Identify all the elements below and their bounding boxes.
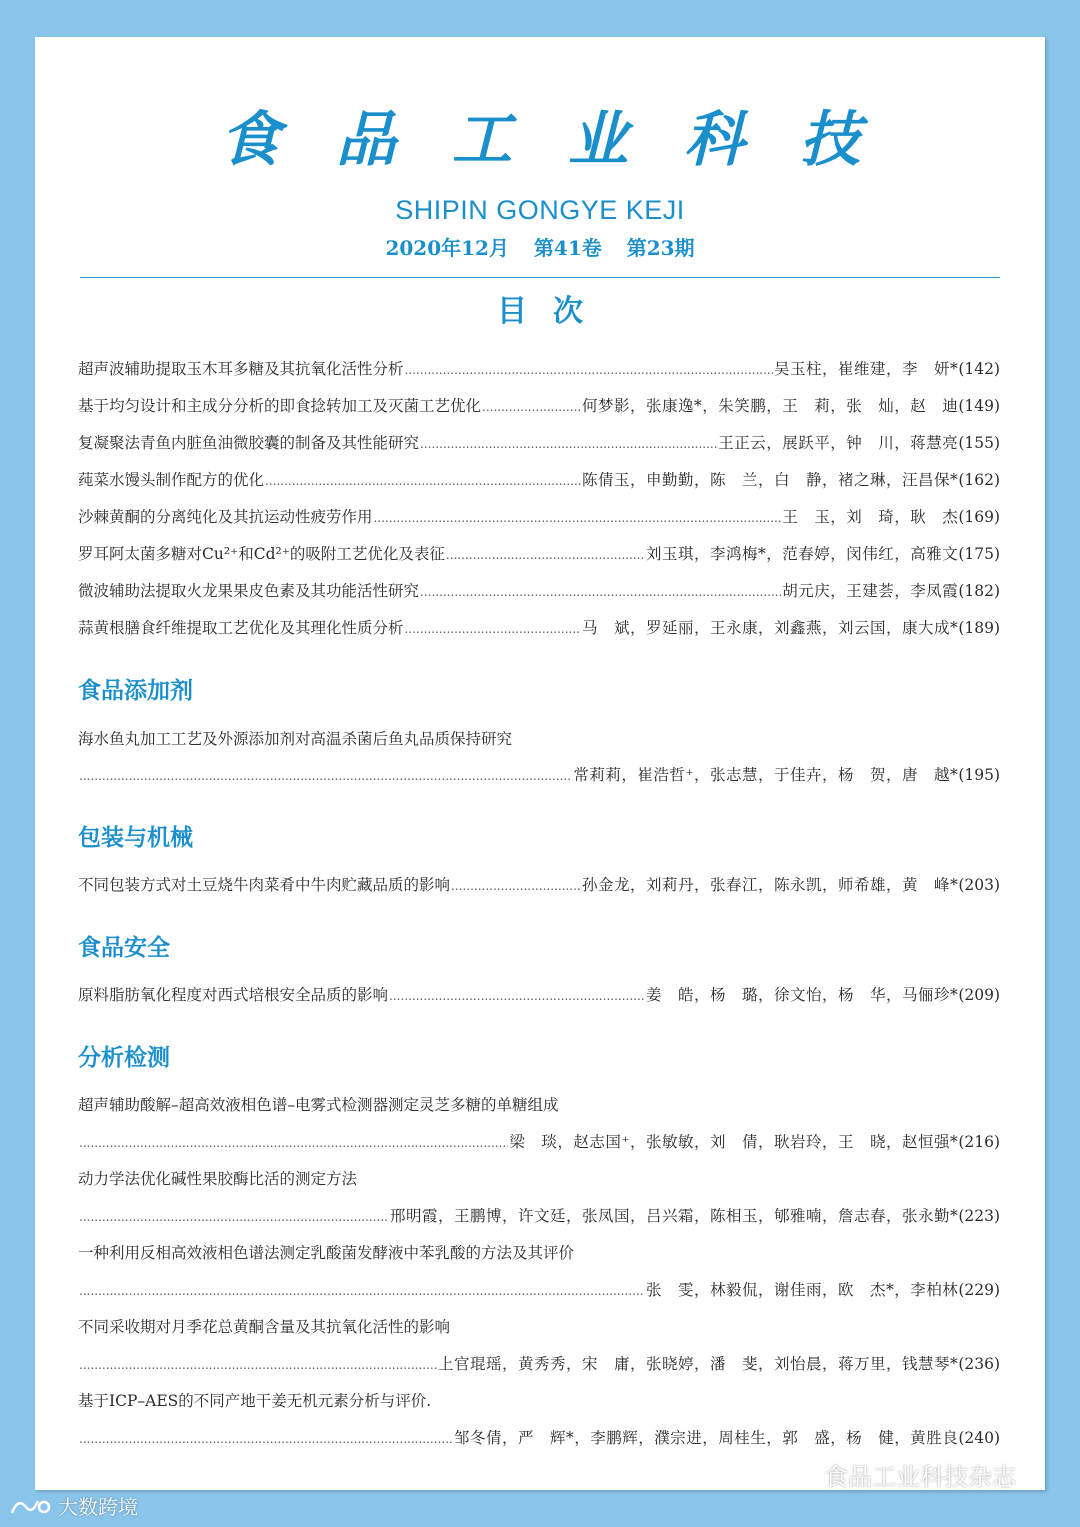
journal-title: 食品工业科技 [220, 105, 916, 175]
article-page: (189) [958, 619, 1000, 637]
toc-entry-authors-line[interactable] [78, 1130, 1000, 1155]
toc-entry[interactable] [78, 542, 1000, 567]
article-title[interactable]: 不同采收期对月季花总黄酮含量及其抗氧化活性的影响 [78, 1318, 451, 1336]
wechat-watermark [780, 1462, 1016, 1492]
leader-dots [79, 1279, 645, 1303]
toc-entry[interactable] [78, 616, 1000, 641]
toc-entry[interactable] [78, 394, 1000, 419]
leader-dots [79, 1353, 437, 1377]
toc-entry[interactable] [78, 579, 1000, 604]
article-authors: 常莉莉，崔浩哲⁺，张志慧，于佳卉，杨 贺，唐 越* [573, 766, 959, 784]
article-authors: 王 玉，刘 琦，耿 杰 [782, 508, 959, 526]
toc-entry[interactable] [78, 357, 1000, 382]
article-page: (223) [958, 1207, 1000, 1225]
article-authors: 上官琨瑶，黄秀秀，宋 庸，张晓婷，潘 斐，刘怡晨，蒋万里，钱慧琴* [438, 1355, 959, 1373]
section-heading-analysis: 分析检测 [78, 1045, 170, 1071]
article-page: (195) [958, 766, 1000, 784]
article-title: 罗耳阿太菌多糖对Cu²⁺和Cd²⁺的吸附工艺优化及表征 [78, 545, 445, 563]
toc-entry-authors-line[interactable] [78, 1426, 1000, 1451]
article-page: (142) [958, 360, 1000, 378]
leader-dots [405, 358, 774, 382]
article-authors: 吴玉柱，崔维建，李 妍* [774, 360, 959, 378]
leader-dots [79, 1205, 389, 1229]
wechat-account-name: 食品工业科技杂志 [824, 1463, 1016, 1491]
brand-name: 大数跨境 [58, 1495, 138, 1519]
article-title: 蒜黄根膳食纤维提取工艺优化及其理化性质分析 [78, 619, 404, 637]
article-authors: 马 斌，罗延丽，王永康，刘鑫燕，刘云国，康大成* [582, 619, 959, 637]
toc-entry[interactable] [78, 468, 1000, 493]
article-authors: 刘玉琪，李鸿梅*，范春婷，闵伟红，高雅文 [646, 545, 959, 563]
leader-dots [79, 1427, 453, 1451]
header-divider [80, 277, 1000, 278]
article-title[interactable]: 一种利用反相高效液相色谱法测定乳酸菌发酵液中苯乳酸的方法及其评价 [78, 1244, 575, 1262]
article-authors: 胡元庆，王建荟，李凤霞 [782, 582, 959, 600]
article-title: 原料脂肪氧化程度对西式培根安全品质的影响 [78, 986, 389, 1004]
article-authors: 陈倩玉，申勤勤，陈 兰，白 静，褚之琳，汪昌保* [582, 471, 959, 489]
toc-entry[interactable] [78, 983, 1000, 1008]
article-title[interactable]: 动力学法优化碱性果胶酶比活的测定方法 [78, 1170, 358, 1188]
article-page: (162) [958, 471, 1000, 489]
article-page: (175) [958, 545, 1000, 563]
toc-entry[interactable] [78, 873, 1000, 898]
section-heading-safety: 食品安全 [78, 935, 170, 961]
leader-dots [389, 984, 645, 1008]
leader-dots [374, 506, 782, 530]
article-page: (229) [958, 1281, 1000, 1299]
leader-dots [79, 764, 572, 788]
article-title: 微波辅助法提取火龙果果皮色素及其功能活性研究 [78, 582, 420, 600]
article-page: (169) [958, 508, 1000, 526]
article-page: (155) [958, 434, 1000, 452]
article-authors: 邢明霞，王鹏博，许文廷，张凤国，吕兴霜，陈相玉，郇雅喃，詹志春，张永勤* [390, 1207, 959, 1225]
issue-info: 2020年12月 第41卷 第23期 [385, 236, 695, 260]
leader-dots [482, 395, 581, 419]
contents-heading: 目次 [497, 294, 609, 329]
contents-page [35, 37, 1045, 1490]
article-page: (236) [958, 1355, 1000, 1373]
leader-dots [265, 469, 581, 493]
leader-dots [79, 1131, 508, 1155]
article-authors: 何梦影，张康逸*，朱笑鹏，王 莉，张 灿，赵 迪 [582, 397, 959, 415]
article-page: (216) [958, 1133, 1000, 1151]
journal-pinyin: SHIPIN GONGYE KEJI [395, 195, 685, 225]
article-title[interactable]: 超声辅助酸解–超高效液相色谱–电雾式检测器测定灵芝多糖的单糖组成 [78, 1096, 559, 1114]
brand-watermark [8, 1493, 138, 1521]
leader-dots [446, 543, 645, 567]
brand-logo-icon [8, 1495, 52, 1519]
article-title: 沙棘黄酮的分离纯化及其抗运动性疲劳作用 [78, 508, 373, 526]
article-title: 基于均匀设计和主成分分析的即食捻转加工及灭菌工艺优化 [78, 397, 482, 415]
article-title: 复凝聚法青鱼内脏鱼油微胶囊的制备及其性能研究 [78, 434, 420, 452]
article-title[interactable]: 基于ICP–AES的不同产地干姜无机元素分析与评价. [78, 1392, 432, 1410]
toc-entry[interactable] [78, 431, 1000, 456]
wechat-icon [780, 1463, 816, 1491]
toc-entry-authors-line[interactable] [78, 1352, 1000, 1377]
article-title: 超声波辅助提取玉木耳多糖及其抗氧化活性分析 [78, 360, 404, 378]
article-title: 莼菜水馒头制作配方的优化 [78, 471, 265, 489]
article-page: (240) [958, 1429, 1000, 1447]
section-heading-additives: 食品添加剂 [78, 678, 193, 704]
article-page: (182) [958, 582, 1000, 600]
leader-dots [451, 874, 581, 898]
article-page: (203) [958, 876, 1000, 894]
leader-dots [405, 617, 582, 641]
toc-entry-authors-line[interactable] [78, 1278, 1000, 1303]
article-title[interactable]: 海水鱼丸加工工艺及外源添加剂对高温杀菌后鱼丸品质保持研究 [78, 730, 513, 748]
article-authors: 张 雯，林毅侃，谢佳雨，欧 杰*，李柏林 [646, 1281, 959, 1299]
article-authors: 梁 琰，赵志国⁺，张敏敏，刘 倩，耿岩玲，王 晓，赵恒强* [509, 1133, 959, 1151]
leader-dots [420, 580, 781, 604]
article-page: (209) [958, 986, 1000, 1004]
article-authors: 姜 皓，杨 璐，徐文怡，杨 华，马俪珍* [646, 986, 959, 1004]
toc-entry-authors-line[interactable] [78, 1204, 1000, 1229]
leader-dots [420, 432, 717, 456]
article-authors: 王正云，展跃平，钟 川，蒋慧亮 [718, 434, 959, 452]
article-authors: 邹冬倩，严 辉*，李鹏辉，濮宗进，周桂生，郭 盛，杨 健，黄胜良 [454, 1429, 959, 1447]
section-heading-packaging: 包装与机械 [78, 825, 193, 851]
toc-entry-authors-line[interactable] [78, 763, 1000, 788]
article-authors: 孙金龙，刘莉丹，张春江，陈永凯，师希雄，黄 峰* [582, 876, 959, 894]
article-title: 不同包装方式对土豆烧牛肉菜肴中牛肉贮藏品质的影响 [78, 876, 451, 894]
article-page: (149) [958, 397, 1000, 415]
toc-entry[interactable] [78, 505, 1000, 530]
